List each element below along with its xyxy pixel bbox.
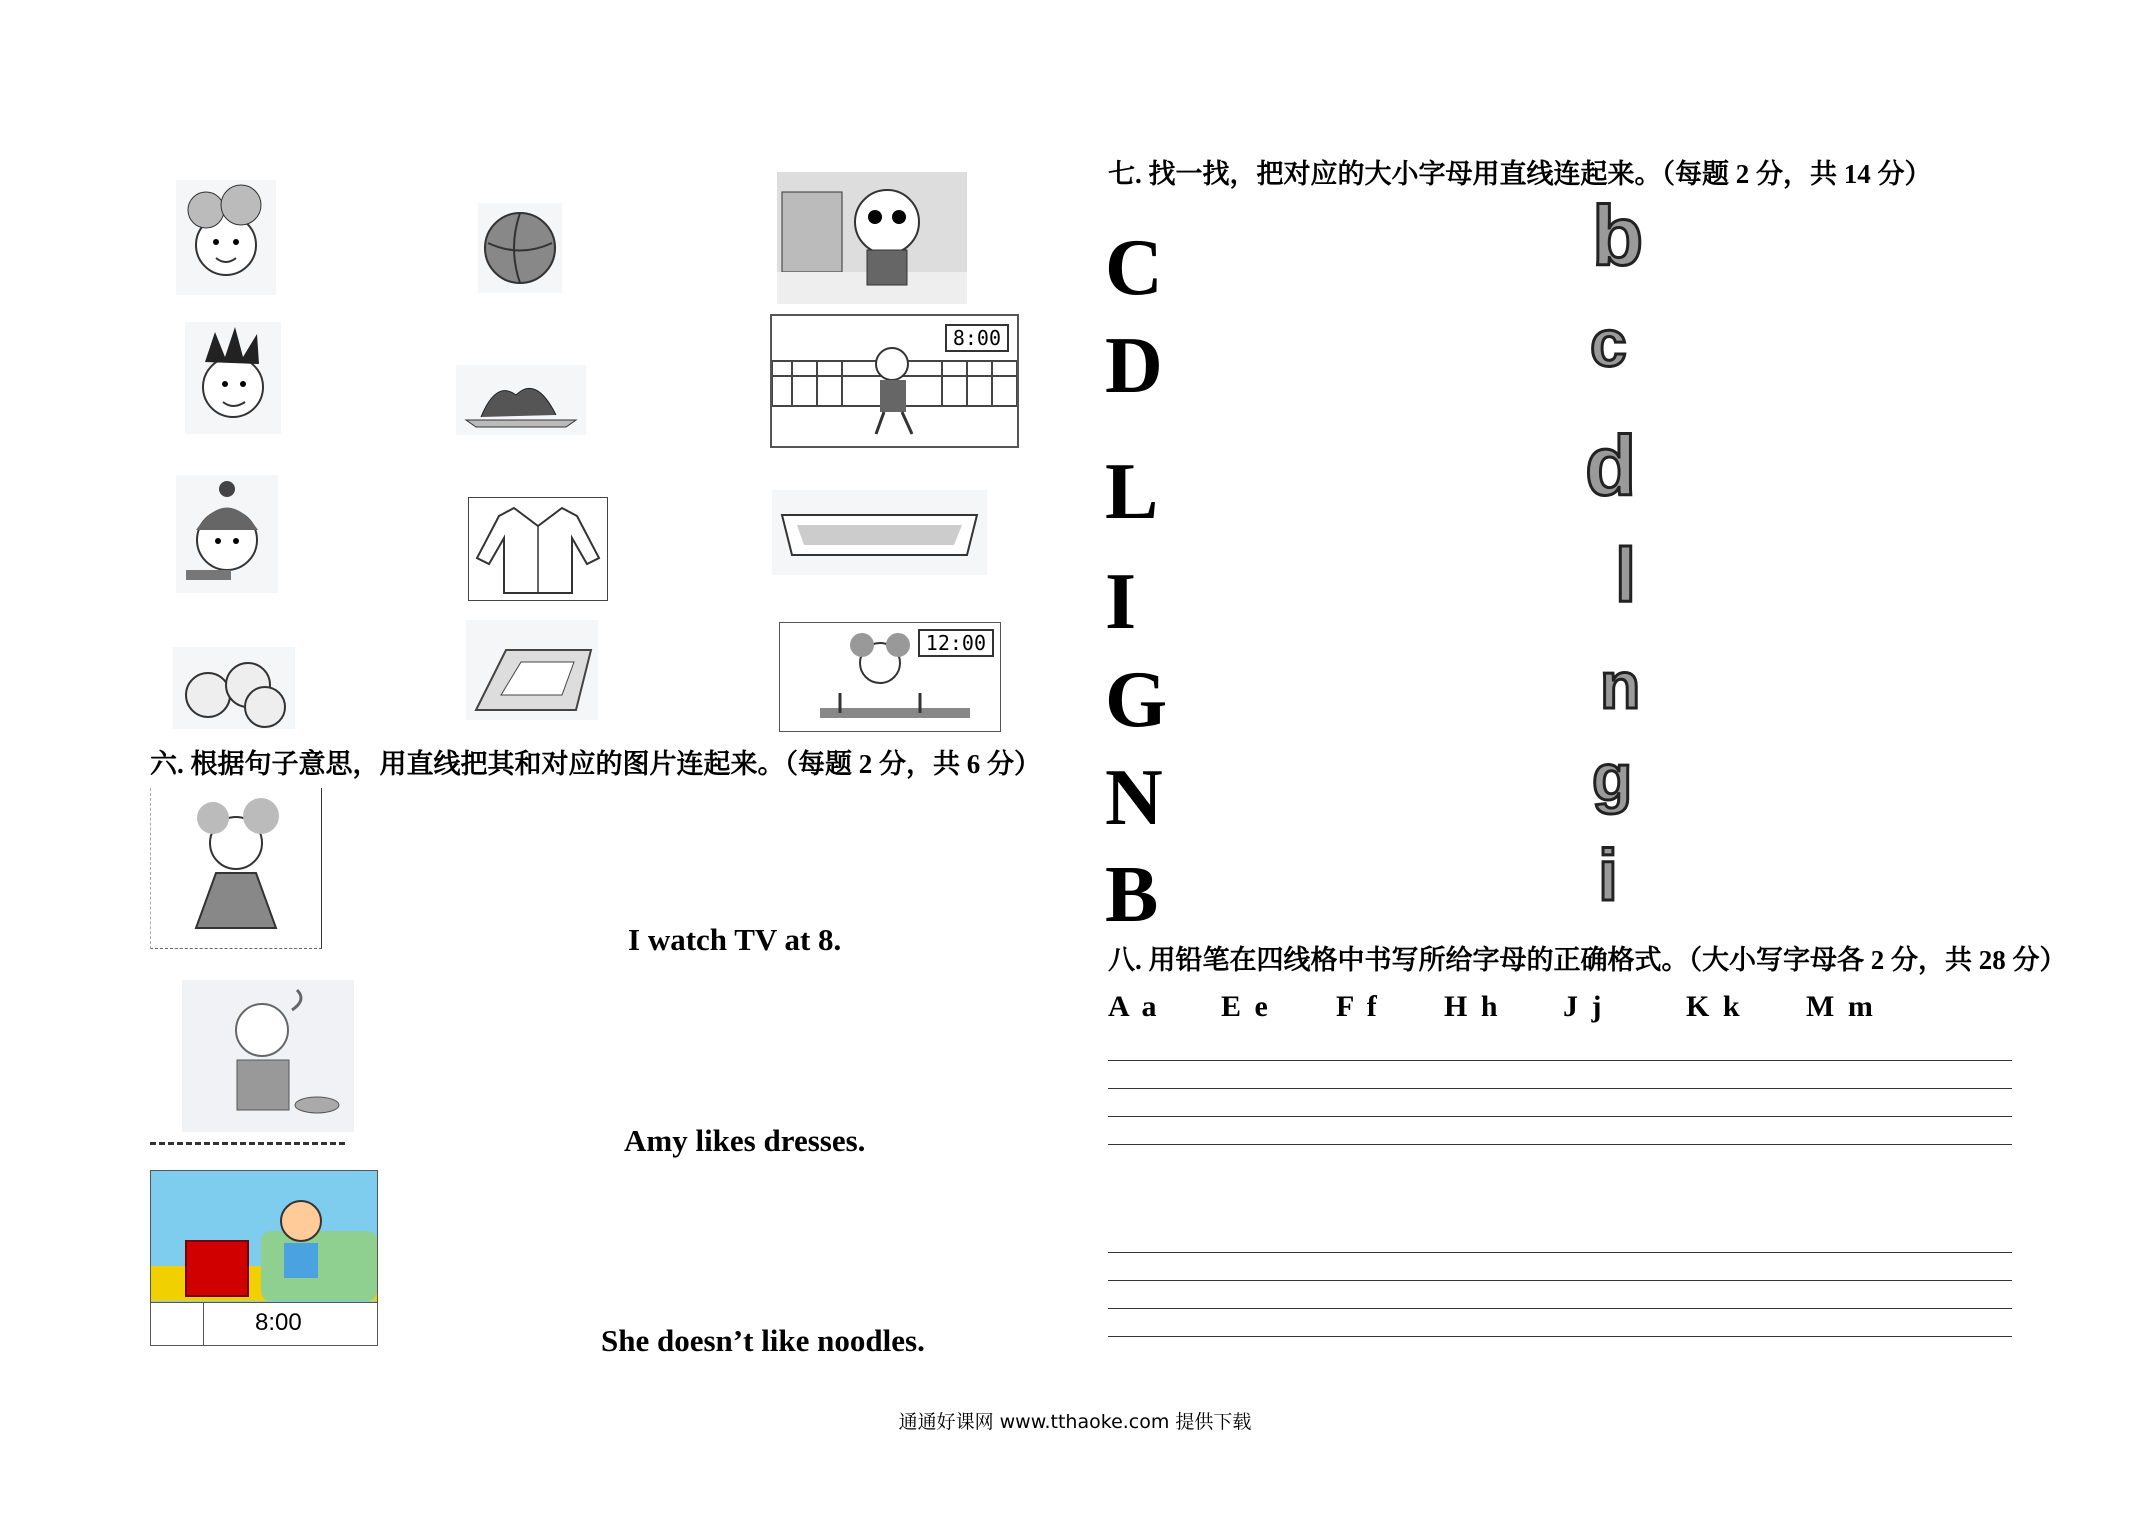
letter-pair: E e [1221, 990, 1271, 1023]
picture-noodles-plate [456, 365, 586, 435]
clock-label: 8:00 [945, 324, 1009, 352]
section-8-title: 八. 用铅笔在四线格中书写所给字母的正确格式。（大小写字母各 2 分，共 28 分） [1108, 945, 2067, 975]
uppercase-letter: N [1105, 754, 1163, 842]
picture-girl-face [176, 180, 276, 295]
picture-boy-watching-tv [150, 1170, 378, 1346]
picture-boy-spiky-hair [185, 322, 281, 434]
uppercase-letter: I [1105, 558, 1137, 646]
letter-pair: F f [1336, 990, 1380, 1023]
dashed-divider [150, 1142, 345, 1145]
section-6-title: 六. 根据句子意思，用直线把其和对应的图片连起来。（每题 2 分，共 6 分） [150, 749, 1041, 779]
picture-pigs [173, 647, 295, 729]
uppercase-letter: C [1105, 224, 1163, 312]
tv-clock-label: 8:00 [255, 1309, 302, 1336]
letter-pair: J j [1563, 990, 1605, 1023]
uppercase-letter: G [1105, 656, 1168, 744]
picture-girl-dress [150, 788, 322, 949]
letter-pair: M m [1806, 990, 1876, 1023]
lowercase-letter: g [1592, 740, 1633, 814]
sentence-1: I watch TV at 8. [628, 922, 842, 957]
picture-rice-tray [772, 490, 987, 575]
letter-pair: H h [1444, 990, 1501, 1023]
picture-girl-walking-8am [770, 314, 1019, 448]
lowercase-letter: i [1598, 836, 1619, 916]
lowercase-letter: c [1590, 306, 1627, 380]
lowercase-letter: l [1615, 533, 1637, 618]
picture-girl-lunch-12 [779, 622, 1001, 732]
picture-panda-school [777, 172, 967, 304]
uppercase-letter: D [1105, 322, 1163, 410]
sentence-2: Amy likes dresses. [624, 1123, 866, 1158]
letter-pair: K k [1686, 990, 1743, 1023]
lowercase-letter: b [1592, 189, 1644, 283]
section-7-title: 七. 找一找，把对应的大小字母用直线连起来。（每题 2 分，共 14 分） [1108, 159, 1932, 189]
picture-girl-hat-scarf [176, 475, 278, 593]
lowercase-letter: d [1585, 419, 1637, 513]
uppercase-letter: B [1105, 851, 1159, 939]
uppercase-letter: L [1105, 448, 1159, 536]
lowercase-letter: n [1600, 648, 1641, 722]
picture-ball [478, 203, 562, 293]
picture-girl-noodles [182, 980, 354, 1132]
sentence-3: She doesn’t like noodles. [601, 1323, 925, 1358]
clock-label: 12:00 [918, 629, 994, 657]
picture-shirt [468, 497, 608, 601]
picture-swimming-pool [466, 620, 598, 720]
letter-pair: A a [1108, 990, 1160, 1023]
footer-text: 通通好课网 www.tthaoke.com 提供下载 [898, 1411, 1252, 1433]
tv-time-bar [151, 1302, 377, 1345]
